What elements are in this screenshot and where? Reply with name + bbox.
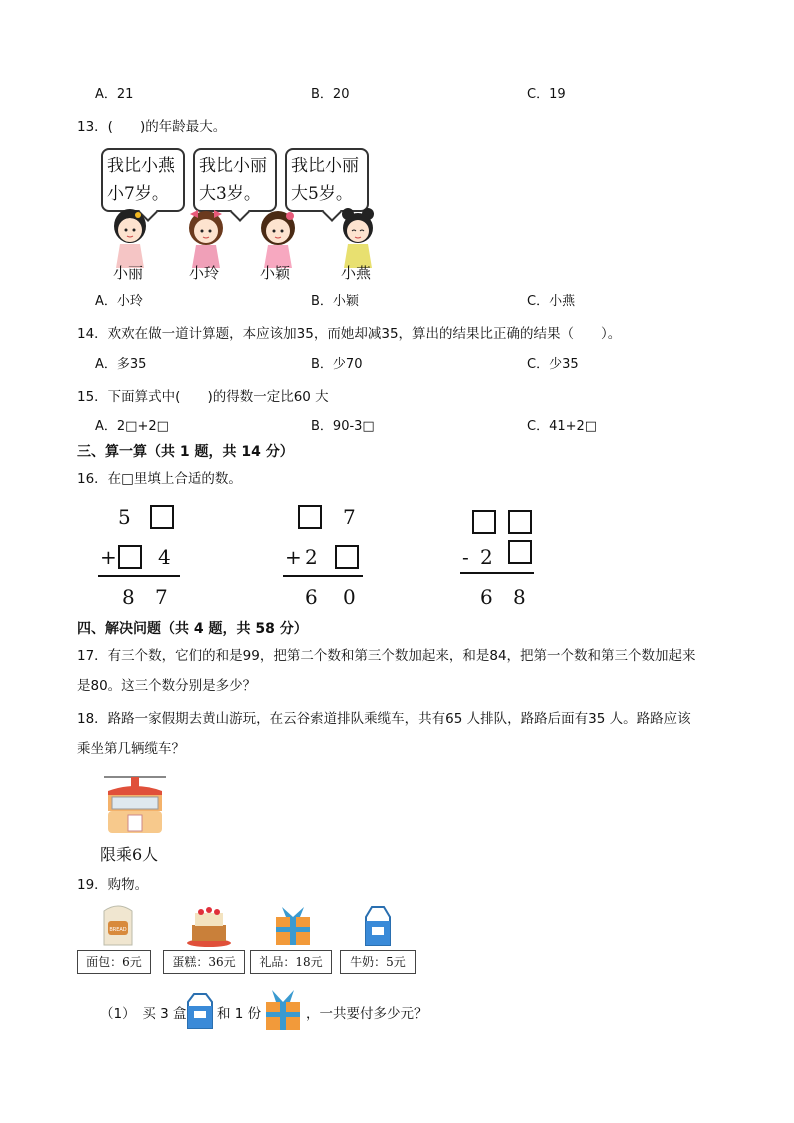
girl-xiaoling-icon [184, 206, 228, 268]
cake-icon [186, 903, 232, 947]
p3-blank-3[interactable] [508, 540, 532, 564]
bread-icon [100, 903, 136, 947]
p3-answer-ones: 8 [513, 585, 526, 609]
p3-answer-tens: 6 [480, 585, 493, 609]
gift-icon [272, 903, 314, 947]
q14-option-a: A．多35 [95, 357, 147, 372]
q15-option-a: A．2□+2□ [95, 419, 169, 434]
section-4-heading: 四、解决问题（共 4 题，共 58 分） [77, 621, 308, 637]
p1-blank-1[interactable] [150, 505, 174, 529]
name-xiaoyan: 小燕 [341, 264, 372, 282]
p1-digit-tens: 5 [118, 505, 131, 529]
p1-answer-tens: 8 [122, 585, 135, 609]
p3-minus-sign: - [462, 545, 469, 569]
p1-plus-sign: + [100, 545, 117, 569]
q15-stem: 15．下面算式中( )的得数一定比60 大 [77, 389, 329, 405]
p3-blank-2[interactable] [508, 510, 532, 534]
q13-stem: 13．( )的年龄最大。 [77, 119, 227, 135]
price-tag-cake: 蛋糕：36元 [163, 950, 245, 974]
name-xiaoli: 小丽 [113, 264, 144, 282]
bubble-2-line-1: 我比小丽 [199, 156, 267, 176]
p2-digit-ones: 7 [343, 505, 356, 529]
p3-digit-tens: 2 [480, 545, 493, 569]
q13-option-a: A．小玲 [95, 294, 143, 309]
girl-xiaoli-icon [108, 206, 152, 268]
gift-icon [262, 986, 304, 1032]
name-xiaoying: 小颖 [260, 264, 291, 282]
p3-difference-line [460, 572, 534, 574]
q15-option-b: B．90-3□ [311, 419, 375, 434]
girl-xiaoyan-icon [336, 206, 380, 268]
q19-sub1-part-c: ，一共要付多少元？ [306, 1006, 428, 1022]
speech-bubble-3 [285, 148, 369, 212]
q14-option-b: B．少70 [311, 357, 363, 372]
section-3-heading: 三、算一算（共 1 题，共 14 分） [77, 444, 294, 460]
cable-car-caption: 限乘6人 [100, 845, 159, 864]
bread-logo-text: BREAD [109, 927, 127, 933]
bubble-3-line-1: 我比小丽 [291, 156, 359, 176]
p2-answer-ones: 0 [343, 585, 356, 609]
speech-bubble-1 [101, 148, 185, 212]
name-xiaoling: 小玲 [189, 264, 220, 282]
speech-bubble-2 [193, 148, 277, 212]
p2-answer-tens: 6 [305, 585, 318, 609]
q18-line-2: 乘坐第几辆缆车？ [77, 741, 185, 757]
q19-sub1-part-b: 和 1 份 [217, 1006, 262, 1022]
price-tag-bread: 面包：6元 [77, 950, 151, 974]
q19-stem: 19．购物。 [77, 877, 149, 893]
q13-option-b: B．小颖 [311, 294, 359, 309]
q15-option-c: C．41+2□ [527, 419, 598, 434]
bubble-1-line-1: 我比小燕 [107, 156, 175, 176]
cable-car-icon [100, 773, 170, 841]
p2-sum-line [283, 575, 363, 577]
bubble-2-line-2: 大3岁。 [199, 184, 261, 204]
q13-option-c: C．小燕 [527, 294, 576, 309]
p1-blank-2[interactable] [118, 545, 142, 569]
girl-xiaoying-icon [256, 206, 300, 268]
p3-blank-1[interactable] [472, 510, 496, 534]
q18-line-1: 18．路路一家假期去黄山游玩，在云谷索道排队乘缆车，共有65 人排队，路路后面有35 人。路路应该 [77, 711, 691, 727]
p2-digit-tens: 2 [305, 545, 318, 569]
q12-option-b: B．20 [311, 87, 350, 102]
q14-option-c: C．少35 [527, 357, 579, 372]
price-tag-milk: 牛奶：5元 [340, 950, 416, 974]
q12-option-a: A．21 [95, 87, 134, 102]
q12-option-c: C．19 [527, 87, 566, 102]
p1-sum-line [98, 575, 180, 577]
p2-blank-1[interactable] [298, 505, 322, 529]
milk-carton-icon [362, 905, 394, 947]
q17-line-1: 17．有三个数，它们的和是99，把第二个数和第三个数加起来，和是84，把第一个数和第三个数加起来 [77, 648, 696, 664]
q16-stem: 16．在□里填上合适的数。 [77, 471, 242, 487]
bubble-1-line-2: 小7岁。 [107, 184, 169, 204]
price-tag-gift: 礼品：18元 [250, 950, 332, 974]
p1-answer-ones: 7 [155, 585, 168, 609]
q19-sub1-part-a: （1） 买 3 盒 [100, 1006, 187, 1022]
p2-blank-2[interactable] [335, 545, 359, 569]
p2-plus-sign: + [285, 545, 302, 569]
p1-digit-ones: 4 [158, 545, 171, 569]
q14-stem: 14．欢欢在做一道计算题，本应该加35，而她却减35，算出的结果比正确的结果（ ）。 [77, 326, 622, 342]
bubble-3-line-2: 大5岁。 [291, 184, 353, 204]
q17-line-2: 是80。这三个数分别是多少？ [77, 678, 257, 694]
milk-carton-icon [184, 992, 216, 1030]
